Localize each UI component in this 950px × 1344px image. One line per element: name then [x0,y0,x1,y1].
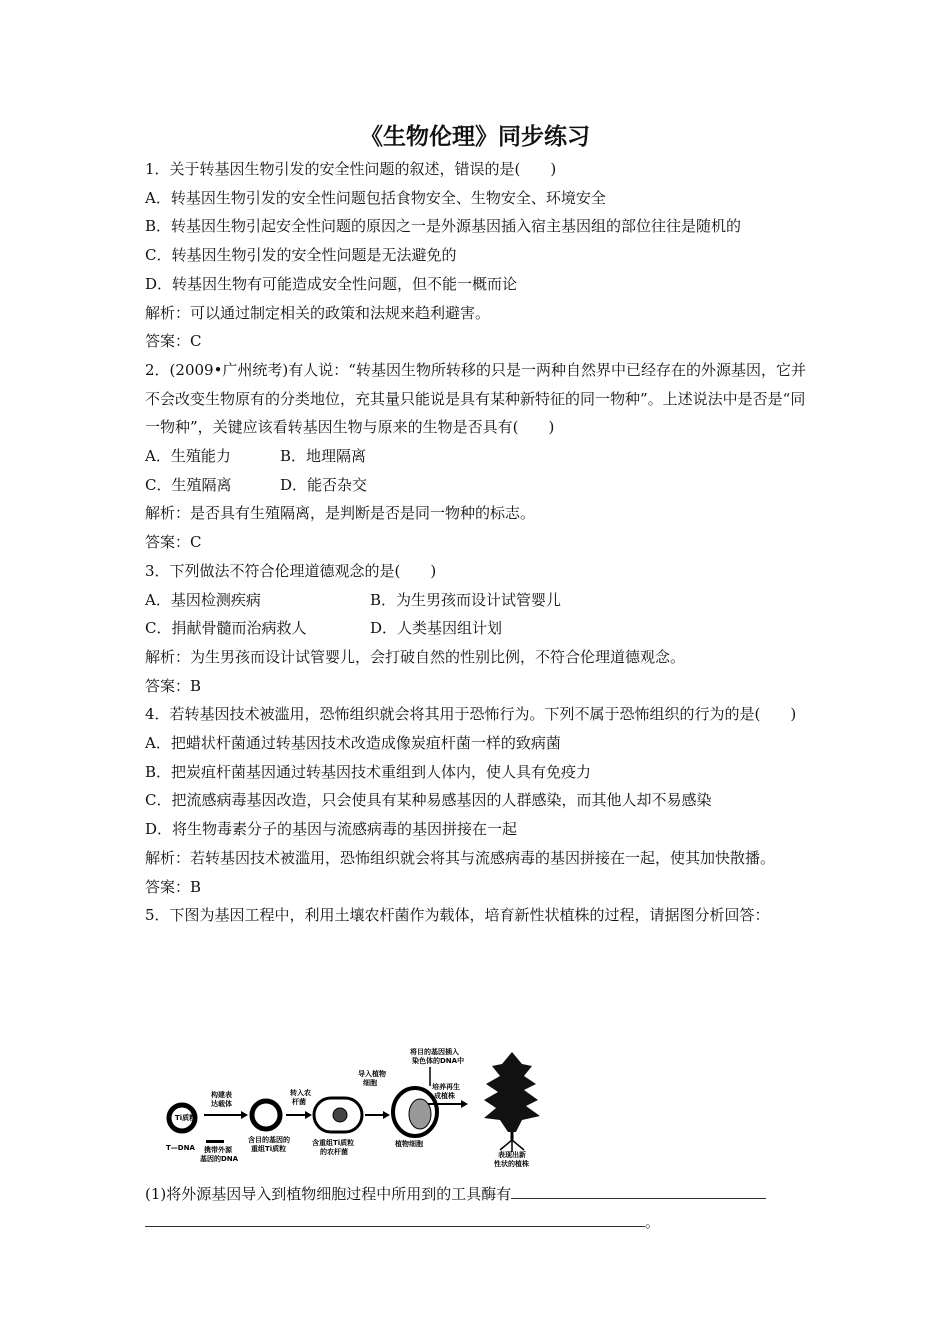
q4-option-d: D．将生物毒素分子的基因与流感病毒的基因拼接在一起 [145,820,518,839]
step3-label-2: 细胞 [363,1079,377,1087]
q3-option-d: D．人类基因组计划 [370,619,503,638]
ti-plasmid-label: Ti质粒 [175,1114,197,1122]
insert-label-2: 染色体的DNA中 [412,1057,465,1065]
answer-blank-2[interactable] [145,1212,645,1227]
recombinant-plasmid-icon [252,1101,280,1129]
q4-option-c: C．把流感病毒基因改造，只会使具有某种易感基因的人群感染，而其他人却不易感染 [145,791,712,810]
q5-sub1-text: (1)将外源基因导入到植物细胞过程中所用到的工具酶有 [145,1185,512,1203]
q3-option-a: A．基因检测疾病 [145,590,261,609]
step4-label-1: 培养再生 [432,1083,460,1091]
q1-analysis: 解析：可以通过制定相关的政策和法规来趋利避害。 [145,303,491,322]
step3-label-1: 导入植物 [358,1070,386,1078]
question-list [145,155,815,930]
plant-label-2: 性状的植株 [494,1160,529,1168]
agrobacterium-label-2: 的农杆菌 [320,1148,348,1156]
recombinant-label-1: 含目的基因的 [248,1136,290,1144]
q2-option-b: B．地理隔离 [280,447,367,466]
tdna-label: T—DNA [166,1144,195,1152]
q2-analysis: 解析：是否具有生殖隔离，是判断是否是同一物种的标志。 [145,504,536,523]
q1-option-b: B．转基因生物引起安全性问题的原因之一是外源基因插入宿主基因组的部位往往是随机的 [145,217,742,236]
q2-options-row1 [145,442,815,471]
q3-stem: 3．下列做法不符合伦理道德观念的是( ) [145,561,437,580]
q3-options-row2 [145,614,815,643]
q2-option-d: D．能否杂交 [280,475,368,494]
transgenic-plant-icon [484,1052,540,1152]
q1-option-d: D．转基因生物有可能造成安全性问题，但不能一概而论 [145,274,518,293]
q2-option-a: A．生殖能力 [145,447,231,466]
foreign-dna-icon [206,1140,224,1143]
q2-option-c: C．生殖隔离 [145,475,232,494]
step1-label-1: 构建表 [211,1091,232,1099]
q2-stem: 2．(2009•广州统考)有人说：“转基因生物所转移的只是一两种自然界中已经存在的外源基因，它并不会改变生物原有的分类地位，充其量只能说是具有某种新特征的同一物种”。上述说法中是否是“同一物种”，关键应该看转基因生物与原来的生物是否具有( ) [145,360,806,437]
q5-subquestion-1 [145,1180,825,1236]
q2-options-row2 [145,471,815,500]
answer-blank-1[interactable] [511,1184,766,1199]
insert-label-1: 将目的基因插入 [410,1048,459,1056]
q3-option-b: B．为生男孩而设计试管婴儿 [370,590,562,609]
q4-option-a: A．把蜡状杆菌通过转基因技术改造成像炭疽杆菌一样的致病菌 [145,734,561,753]
recombinant-label-2: 重组Ti质粒 [251,1145,287,1153]
q1-option-a: A．转基因生物引发的安全性问题包括食物安全、生物安全、环境安全 [145,188,606,207]
page-title: 《生物伦理》同步练习 [360,124,590,150]
q4-analysis: 解析：若转基因技术被滥用，恐怖组织就会将其与流感病毒的基因拼接在一起，使其加快散播。 [145,848,776,867]
q4-option-b: B．把炭疽杆菌基因通过转基因技术重组到人体内，使人具有免疫力 [145,762,592,781]
q1-stem: 1．关于转基因生物引发的安全性问题的叙述，错误的是( ) [145,160,557,178]
q1-option-c: C．转基因生物引发的安全性问题是无法避免的 [145,246,457,265]
q4-stem: 4．若转基因技术被滥用，恐怖组织就会将其用于恐怖行为。下列不属于恐怖组织的行为的是( ) [145,705,797,724]
q2-answer: 答案：C [145,533,202,552]
step4-label-2: 成植株 [434,1092,455,1100]
step2-label-2: 杆菌 [292,1098,306,1106]
foreign-dna-label-2: 基因的DNA [200,1155,239,1163]
q1-answer: 答案：C [145,332,202,351]
plant-cell-label: 植物细胞 [395,1140,423,1148]
q3-option-c: C．捐献骨髓而治病救人 [145,619,307,638]
q3-analysis: 解析：为生男孩而设计试管婴儿，会打破自然的性别比例，不符合伦理道德观念。 [145,647,686,666]
agrobacterium-transformation-diagram [160,1040,560,1175]
foreign-dna-label-1: 携带外源 [204,1146,232,1154]
q3-answer: 答案：B [145,676,202,695]
q4-answer: 答案：B [145,877,202,896]
q5-stem: 5．下图为基因工程中，利用土壤农杆菌作为载体，培育新性状植株的过程，请据图分析回答： [145,906,770,925]
step1-label-2: 达载体 [211,1100,232,1108]
q5-period: 。 [645,1213,661,1231]
agrobacterium-label-1: 含重组Ti质粒 [312,1139,355,1147]
step2-label-1: 转入农 [290,1089,311,1097]
q3-options-row1 [145,586,815,615]
plant-label-1: 表现出新 [498,1151,526,1159]
